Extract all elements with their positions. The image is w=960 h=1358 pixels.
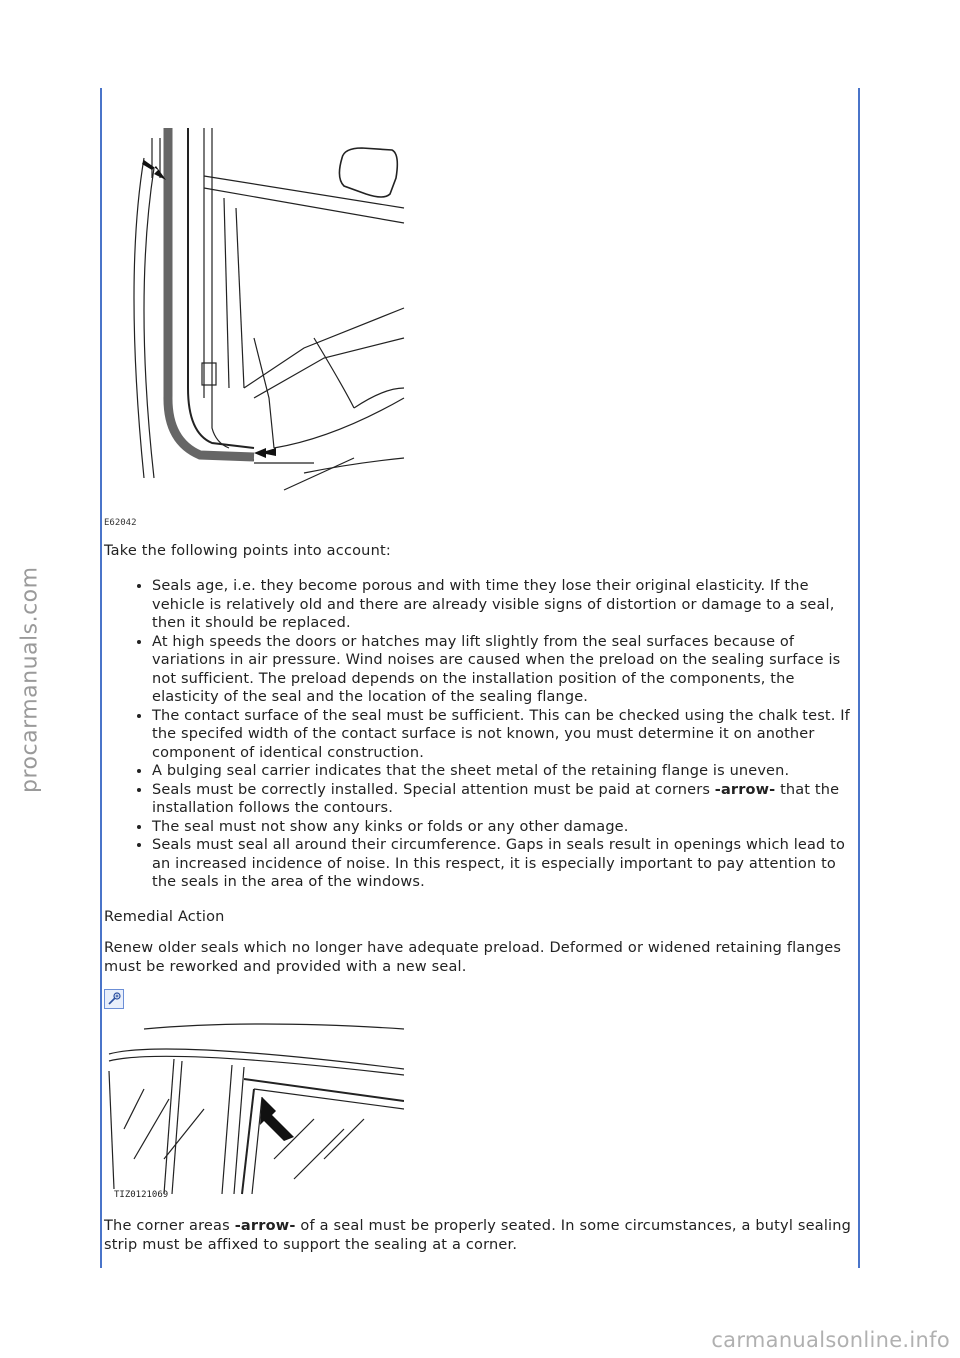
intro-text: Take the following points into account: <box>104 543 391 559</box>
right-page-rule <box>858 88 860 1268</box>
list-item: • A bulging seal carrier indicates that the sheet metal of the retaining flange is uneven. <box>152 762 852 781</box>
figure-code: E62042 <box>104 518 137 528</box>
list-item: • The contact surface of the seal must be sufficient. This can be checked using the chalk test. If the specifed width of the contact surface is not known, you must determine it on another component of identical construction. <box>152 707 852 763</box>
figure2-code: TIZ0121069 <box>114 1189 169 1199</box>
list-item: • Seals must seal all around their circumference. Gaps in seals result in openings which lead to an increased incidence of noise. In this respect, it is especially important to pay attention to the seals in the area of the windows. <box>152 836 852 892</box>
remedial-text: Renew older seals which no longer have adequate preload. Deformed or widened retaining flanges must be reworked and provided with a new seal. <box>104 939 842 975</box>
list-item: • The seal must not show any kinks or folds or any other damage. <box>152 818 852 837</box>
points-list <box>104 577 852 892</box>
window-corner-illustration <box>104 1009 404 1199</box>
door-seal-illustration <box>104 98 424 518</box>
page-content <box>104 98 852 1255</box>
zoom-icon <box>107 992 121 1006</box>
section-heading: Remedial Action <box>104 908 225 925</box>
zoom-image-button[interactable] <box>104 989 124 1009</box>
side-watermark: procarmanuals.com <box>17 566 43 794</box>
left-page-rule <box>100 88 102 1268</box>
final-paragraph: The corner areas -arrow- of a seal must be properly seated. In some circumstances, a butyl sealing strip must be affixed to support the sealing at a corner. <box>104 1217 852 1253</box>
list-item: • At high speeds the doors or hatches may lift slightly from the seal surfaces because of variations in air pressure. Wind noises are caused when the preload on the sealing surface is not sufficient. The preload depends on the installation position of the components, the elasticity of the seal and the location of the sealing flange. <box>152 633 852 707</box>
footer-watermark: carmanualsonline.info <box>711 1328 950 1352</box>
list-item: • Seals age, i.e. they become porous and with time they lose their original elasticity. If the vehicle is relatively old and there are already visible signs of distortion or damage to a seal, then it should be replaced. <box>152 577 852 633</box>
list-item: • Seals must be correctly installed. Special attention must be paid at corners -arrow- that the installation follows the contours. <box>152 781 852 818</box>
